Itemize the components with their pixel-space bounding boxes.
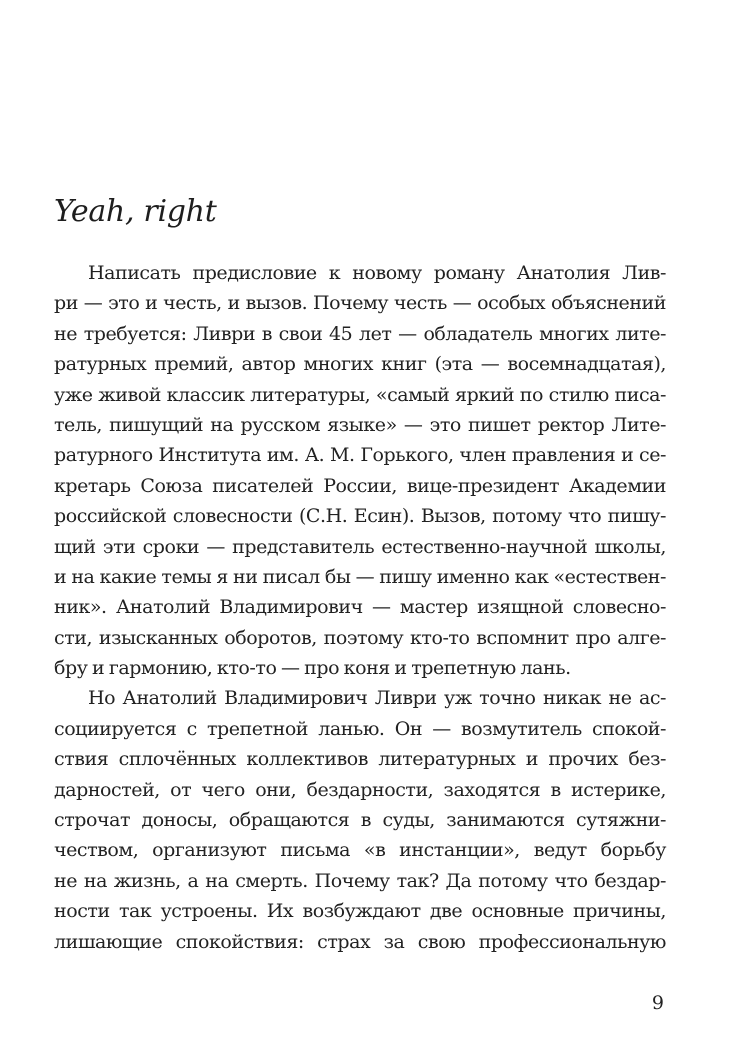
text-line: ри — это и честь, и вызов. Почему честь — особых объяснений [54, 292, 666, 315]
text-line: строчат доносы, обращаются в суды, занимаются сутяжни- [54, 809, 666, 832]
text-line: кретарь Союза писателей России, вице-президент Академии [54, 474, 666, 497]
chapter-title: Yeah, right [54, 194, 217, 229]
paragraph-1 [54, 258, 666, 683]
page-number: 9 [651, 992, 664, 1014]
text-line: не требуется: Ливри в свои 45 лет — обладатель многих лите- [54, 322, 666, 345]
text-line: чеством, организуют письма «в инстанции», ведут борьбу [54, 839, 666, 862]
text-line: ратурного Института им. А. М. Горького, член правления и се- [54, 444, 666, 467]
text-line: Но Анатолий Владимирович Ливри уж точно никак не ас- [88, 687, 666, 710]
text-line: не на жизнь, а на смерть. Почему так? Да потому что бездар- [54, 869, 666, 892]
text-line: ратурных премий, автор многих книг (эта — восемнадцатая), [54, 353, 666, 376]
body-text [54, 258, 666, 957]
text-line: Написать предисловие к новому роману Анатолия Лив- [88, 262, 666, 284]
text-line: ности так устроены. Их возбуждают две основные причины, [54, 900, 666, 923]
text-line: российской словесности (С.Н. Есин). Вызов, потому что пишу- [54, 505, 666, 528]
text-line: дарностей, от чего они, бездарности, заходятся в истерике, [54, 778, 666, 801]
paragraph-2 [54, 683, 666, 957]
text-line: ствия сплочённых коллективов литературных и прочих без- [54, 748, 666, 771]
text-line: сти, изысканных оборотов, поэтому кто-то вспомнит про алге- [54, 626, 666, 649]
text-line: уже живой классик литературы, «самый яркий по стилю писа- [54, 383, 666, 406]
text-line: тель, пишущий на русском языке» — это пишет ректор Лите- [54, 413, 666, 436]
text-line: социируется с трепетной ланью. Он — возмутитель спокой- [54, 717, 666, 740]
text-line: бру и гармонию, кто-то — про коня и трепетную лань. [54, 657, 571, 680]
text-line: щий эти сроки — представитель естественно-научной школы, [54, 535, 666, 558]
text-line: лишающие спокойствия: страх за свою профессиональную [54, 930, 666, 953]
text-line: ник». Анатолий Владимирович — мастер изящной словесно- [54, 596, 666, 619]
text-line: и на какие темы я ни писал бы — пишу именно как «естествен- [54, 565, 666, 588]
